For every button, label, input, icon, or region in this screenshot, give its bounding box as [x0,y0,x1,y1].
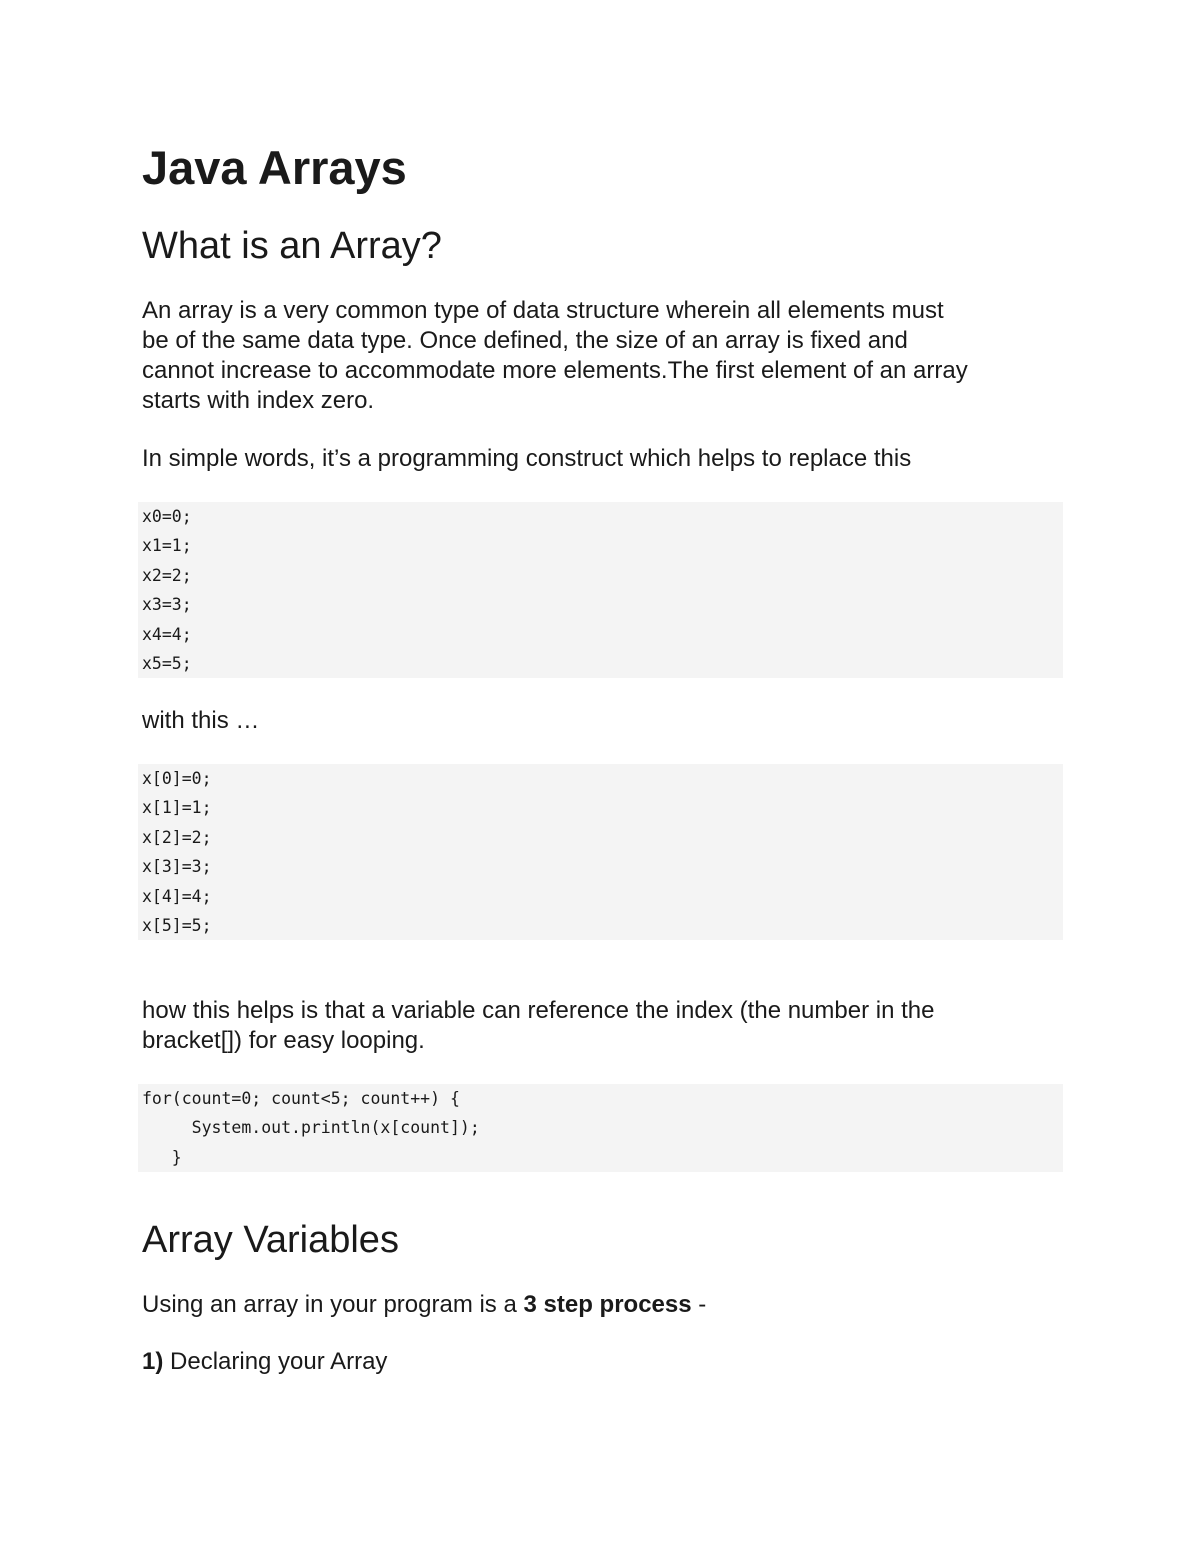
intro-line: An array is a very common type of data structure wherein all elements must [142,297,944,324]
intro-line: starts with index zero. [142,387,375,414]
code-line: x3=3; [142,595,192,615]
intro-paragraph [142,296,968,416]
step-1-text: Declaring your Array [163,1348,388,1375]
code-line: x2=2; [142,565,192,585]
intro-line: cannot increase to accommodate more elements.The first element of an array [142,357,968,384]
code-line: x4=4; [142,624,192,644]
code-line: } [142,1147,182,1167]
step-1-paragraph [142,1347,387,1377]
code-line: x[2]=2; [142,827,212,847]
code-line: x[1]=1; [142,798,212,818]
step-1-number: 1) [142,1348,164,1375]
code-line: x[3]=3; [142,857,212,877]
code-line: x1=1; [142,536,192,556]
code-block-loop [138,1084,1063,1172]
code-line: for(count=0; count<5; count++) { [142,1089,460,1108]
simple-words-paragraph: In simple words, it’s a programming construct which helps to replace this [142,445,912,472]
process-suffix: - [691,1291,707,1318]
section-heading-what-is-array: What is an Array? [142,225,442,267]
code-line: System.out.println(x[count]); [142,1118,480,1138]
code-block-after [138,764,1063,940]
code-block-before [138,502,1063,678]
intro-line: be of the same data type. Once defined, the size of an array is fixed and [142,327,908,354]
helps-line: how this helps is that a variable can reference the index (the number in the [142,997,935,1024]
section-heading-array-variables: Array Variables [142,1219,399,1261]
with-this-paragraph: with this … [142,707,260,734]
code-line: x[4]=4; [142,886,212,906]
code-line: x0=0; [142,507,192,526]
helps-line: bracket[]) for easy looping. [142,1027,425,1054]
process-paragraph [142,1290,706,1320]
process-bold: 3 step process [523,1291,692,1318]
code-line: x5=5; [142,653,192,673]
code-line: x[0]=0; [142,769,212,788]
code-line: x[5]=5; [142,915,212,935]
page-title: Java Arrays [142,141,407,194]
helps-paragraph [142,996,934,1056]
process-prefix: Using an array in your program is a [142,1291,524,1318]
